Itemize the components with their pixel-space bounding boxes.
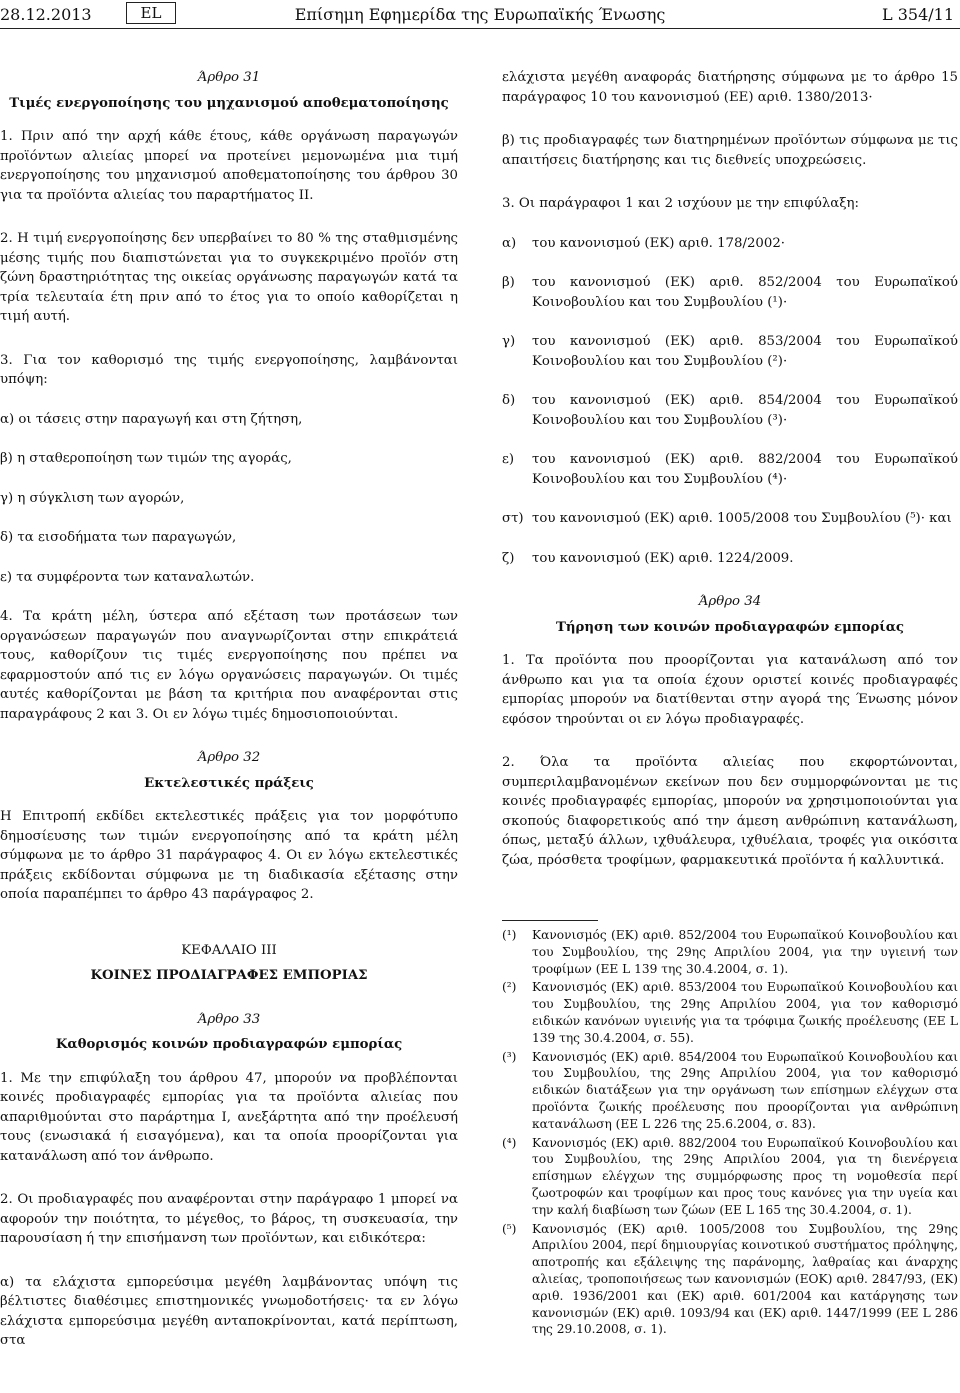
language-badge: EL: [126, 2, 176, 24]
regulation-list-item: [502, 391, 958, 430]
article-31-item-d: δ) τα εισοδήματα των παραγωγών,: [0, 530, 237, 545]
left-column: [0, 68, 458, 1351]
article-33-para-2: 2. Οι προδιαγραφές που αναφέρονται στην παράγραφο 1 μπορεί να αφορούν την ποιότητα, το μέγεθος, το βάρος, τη συσκευασία, την παρουσίαση ή την επισήμανση των προϊόντων, και ειδικότερα:: [0, 1192, 458, 1246]
article-31-para-1: 1. Πριν από την αρχή κάθε έτους, κάθε οργάνωση παραγωγών προϊόντων αλιείας μπορεί να προτείνει μεμονωμένα μια τιμή ενεργοποίησης του μηχανισμού αποθεματοποίησης του άρθρου 30 για τα προϊόντα αλιείας του παραρτήματος II.: [0, 129, 458, 203]
item-a-continuation: ελάχιστα μεγέθη αναφοράς διατήρησης σύμφωνα με το άρθρο 15 παράγραφος 10 του κανονισμού (ΕΕ) αριθ. 1380/2013·: [502, 70, 958, 105]
footnote-text: Κανονισμός (ΕΚ) αριθ. 882/2004 του Ευρωπαϊκού Κοινοβουλίου και του Συμβουλίου, της 29ης Απριλίου 2004, για τη διενέργεια επίσημων ελέγχων της συμμόρφωσης προς τη νομοθεσία περί ζωοτροφών και τροφίμων και προς τους κανόνες για την υγεία και την καλή διαβίωση των ζώων (ΕΕ L 165 της 30.4.2004, σ. 1).: [532, 1135, 958, 1217]
article-34-title: Τήρηση των κοινών προδιαγραφών εμπορίας: [555, 619, 905, 635]
footnote: [502, 979, 958, 1046]
regulation-list-item: [502, 273, 958, 312]
article-31-item-a: α) οι τάσεις στην παραγωγή και στη ζήτηση,: [0, 411, 303, 427]
footnote-text: Κανονισμός (ΕΚ) αριθ. 853/2004 του Ευρωπαϊκού Κοινοβουλίου και του Συμβουλίου, της 29ης Απριλίου 2004, για τον καθορισμό ειδικών κανόνων υγιεινής για τα τρόφιμα ζωικής προέλευσης (ΕΕ L 139 της 30.4.2004, σ. 55).: [532, 980, 958, 1045]
list-item-label: α): [502, 235, 517, 251]
article-31-para-4: 4. Τα κράτη μέλη, ύστερα από εξέταση των προτάσεων των οργανώσεων παραγωγών που αναγνωρίζονται στην επικράτειά τους, καθορίζουν τις τιμές ενεργοποίησης που πρέπει να εφαρμοστούν από τις εν λόγω οργανώσεις παραγωγών. Οι τιμές αυτές καθορίζονται με βάση τα κριτήρια που αναφέρονται στις παραγράφους 2 και 3. Οι εν λόγω τιμές δημοσιοποιούνται.: [0, 609, 458, 722]
publication-date: 28.12.2013: [0, 5, 92, 24]
footnote: [502, 1135, 958, 1219]
journal-title: Επίσημη Εφημερίδα της Ευρωπαϊκής Ένωσης: [294, 5, 666, 24]
list-item-label: β): [502, 275, 515, 290]
header-rule: [0, 28, 960, 29]
chapter-label: ΚΕΦΑΛΑΙΟ III: [181, 942, 277, 958]
regulation-list-item: [502, 450, 958, 489]
article-33-para-1: 1. Με την επιφύλαξη του άρθρου 47, μπορούν να προβλέπονται κοινές προδιαγραφές εμπορίας για τα προϊόντα αλιείας που απαριθμούνται στο παράρτημα I, ανεξάρτητα από την προέλευσή τους (ενωσιακά ή εισαγόμενα), και τα οποία προορίζονται για κατανάλωση από τον άνθρωπο.: [0, 1070, 458, 1164]
footnote-marker: (⁵): [502, 1221, 517, 1236]
footnote-marker: (⁴): [502, 1135, 517, 1150]
footnote: [502, 1049, 958, 1133]
list-item-label: δ): [502, 393, 516, 408]
list-item-label: γ): [502, 334, 516, 349]
footnote-marker: (²): [502, 980, 517, 995]
article-31-title: Τιμές ενεργοποίησης του μηχανισμού αποθεματοποίησης: [9, 95, 449, 111]
article-33-label: Άρθρο 33: [197, 1011, 261, 1027]
article-31-item-e: ε) τα συμφέροντα των καταναλωτών.: [0, 569, 255, 585]
article-33-item-a: α) τα ελάχιστα εμπορεύσιμα μεγέθη λαμβάνοντας υπόψη τις βέλτιστες διαθέσιμες επιστημονικές γνωμοδοτήσεις· τα εν λόγω ελάχιστα εμπορεύσιμα μεγέθη ανταποκρίνονται, κατά περίπτωση, στα: [0, 1274, 458, 1348]
footnote-text: Κανονισμός (ΕΚ) αριθ. 852/2004 του Ευρωπαϊκού Κοινοβουλίου και του Συμβουλίου, της 29ης Απριλίου 2004, για την υγιεινή των τροφίμων (ΕΕ L 139 της 30.4.2004, σ. 1).: [532, 928, 958, 976]
list-item-label: ε): [502, 452, 515, 467]
footnote-rule: [502, 920, 598, 921]
article-31-item-b: β) η σταθεροποίηση των τιμών της αγοράς,: [0, 451, 292, 466]
regulation-list-item: [502, 332, 958, 371]
article-33-item-b: β) τις προδιαγραφές των διατηρημένων προϊόντων σύμφωνα με τις απαιτήσεις διατήρησης και τις διεθνείς υποχρεώσεις.: [502, 133, 958, 168]
footnote: [502, 1221, 958, 1339]
list-item-text: του κανονισμού (ΕΚ) αριθ. 882/2004 του Ευρωπαϊκού Κοινοβουλίου και του Συμβουλίου (⁴)·: [532, 452, 958, 487]
list-item-label: στ): [502, 511, 524, 526]
article-32-label: Άρθρο 32: [197, 750, 261, 765]
list-item-text: του κανονισμού (ΕΚ) αριθ. 178/2002·: [532, 235, 786, 251]
footnote-text: Κανονισμός (ΕΚ) αριθ. 854/2004 του Ευρωπαϊκού Κοινοβουλίου και του Συμβουλίου, της 29ης Απριλίου 2004, για τον καθορισμό ειδικών διατάξεων για την οργάνωση των επίσημων ελέγχων στα προϊόντα ζωικής προέλευσης που προορίζονται για ανθρώπινη κατανάλωση (ΕΕ L 226 της 25.6.2004, σ. 83).: [532, 1049, 958, 1131]
list-item-text: του κανονισμού (ΕΚ) αριθ. 1005/2008 του Συμβουλίου (⁵)· και: [532, 511, 952, 526]
article-31-label: Άρθρο 31: [197, 70, 261, 85]
article-32-para: Η Επιτροπή εκδίδει εκτελεστικές πράξεις για τον μορφότυπο δημοσίευσης των τιμών ενεργοποίησης από τα κράτη μέλη σύμφωνα με το άρθρο 31 παράγραφος 4. Οι εν λόγω εκτελεστικές πράξεις εκδίδονται σύμφωνα με τη διαδικασία εξέτασης στην οποία παραπέμπει το άρθρο 43 παράγραφος 2.: [0, 809, 458, 902]
list-item-text: του κανονισμού (ΕΚ) αριθ. 853/2004 του Ευρωπαϊκού Κοινοβουλίου και του Συμβουλίου (²)·: [532, 334, 958, 369]
article-31-para-3: 3. Για τον καθορισμό της τιμής ενεργοποίησης, λαμβάνονται υπόψη:: [0, 352, 458, 387]
list-item-text: του κανονισμού (ΕΚ) αριθ. 852/2004 του Ευρωπαϊκού Κοινοβουλίου και του Συμβουλίου (¹)·: [532, 275, 958, 310]
list-item-label: ζ): [502, 550, 515, 566]
regulation-list-item: [502, 234, 958, 254]
article-32-title: Εκτελεστικές πράξεις: [144, 775, 314, 791]
chapter-title: ΚΟΙΝΕΣ ΠΡΟΔΙΑΓΡΑΦΕΣ ΕΜΠΟΡΙΑΣ: [90, 968, 368, 983]
article-31-item-c: γ) η σύγκλιση των αγορών,: [0, 490, 185, 506]
page-header: [0, 0, 960, 28]
article-34-para-1: 1. Τα προϊόντα που προορίζονται για κατανάλωση από τον άνθρωπο και για τα οποία έχουν οριστεί κοινές προδιαγραφές εμπορίας μπορούν να διατίθενται στην αγορά της Ένωσης μόνον εφόσον τηρούνται οι εν λόγω προδιαγραφές.: [502, 653, 958, 727]
article-33-title: Καθορισμός κοινών προδιαγραφών εμπορίας: [55, 1037, 403, 1052]
footnote-text: Κανονισμός (ΕΚ) αριθ. 1005/2008 του Συμβουλίου, της 29ης Απριλίου 2004, περί δημιουργίας κοινοτικού συστήματος πρόληψης, αποτροπής και εξάλειψης της παράνομης, λαθραίας και άναρχης αλιείας, τροποποιήσεως των κανονισμών (ΕΟΚ) αριθ. 2847/93, (ΕΚ) αριθ. 1936/2001 και (ΕΚ) αριθ. 601/2004 και κατάργησης των κανονισμών (ΕΚ) αριθ. 1093/94 και (ΕΚ) αριθ. 1447/1999 (ΕΕ L 286 της 29.10.2008, σ. 1).: [532, 1221, 958, 1337]
right-column: [502, 68, 958, 1338]
page-number: L 354/11: [882, 5, 954, 24]
article-34-label: Άρθρο 34: [698, 594, 762, 609]
article-31-para-2: 2. Η τιμή ενεργοποίησης δεν υπερβαίνει το 80 % της σταθμισμένης μέσης τιμής που διαπιστώνεται για το συγκεκριμένο προϊόν στη ζώνη δραστηριότητας της οικείας οργάνωσης παραγωγών κατά τα τρία τελευταία έτη πριν από το έτος για το οποίο καθορίζεται η τιμή αυτή.: [0, 231, 458, 324]
article-33-para-3: 3. Οι παράγραφοι 1 και 2 ισχύουν με την επιφύλαξη:: [502, 196, 860, 211]
footnote: [502, 927, 958, 977]
regulation-list-item: [502, 509, 958, 529]
article-34-para-2: 2. Όλα τα προϊόντα αλιείας που εκφορτώνονται, συμπεριλαμβανομένων εκείνων που δεν συμμορφώνονται με τις κοινές προδιαγραφές εμπορίας, μπορούν να χρησιμοποιούνται για σκοπούς διαφορετικούς από την άμεση ανθρώπινη κατανάλωση, όπως, μεταξύ άλλων, ιχθυάλευρα, ιχθυέλαια, τροφές για οικόσιτα ζώα, πρόσθετα τροφίμων, φαρμακευτικά προϊόντα ή καλλυντικά.: [502, 755, 958, 868]
list-item-text: του κανονισμού (ΕΚ) αριθ. 854/2004 του Ευρωπαϊκού Κοινοβουλίου και του Συμβουλίου (³)·: [532, 393, 958, 428]
footnote-marker: (¹): [502, 928, 517, 942]
list-item-text: του κανονισμού (ΕΚ) αριθ. 1224/2009.: [532, 550, 794, 566]
footnote-marker: (³): [502, 1049, 517, 1064]
regulation-list-item: [502, 549, 958, 569]
